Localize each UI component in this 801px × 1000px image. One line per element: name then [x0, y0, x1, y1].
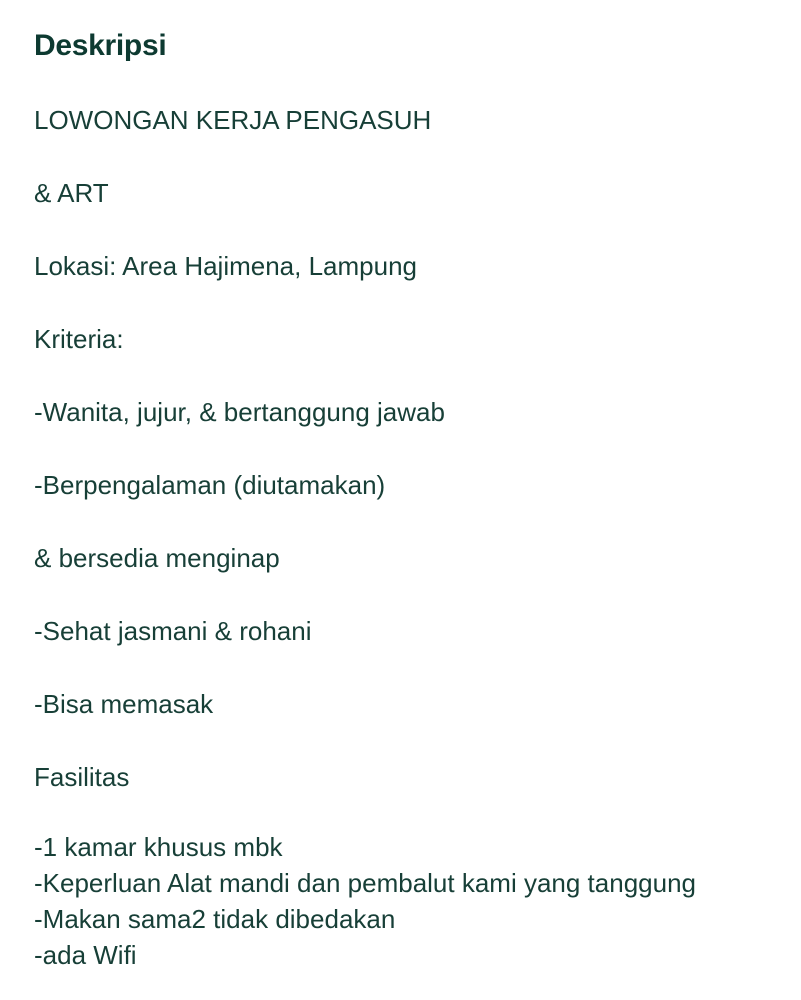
facility-item: -1 kamar khusus mbk: [34, 832, 283, 862]
facility-item: -ada Wifi: [34, 940, 137, 970]
criteria-item: -Sehat jasmani & rohani: [34, 616, 312, 646]
facilities-list: [34, 829, 696, 973]
facility-item: -Keperluan Alat mandi dan pembalut kami yang tanggung: [34, 868, 696, 898]
facilities-heading: Fasilitas: [34, 762, 130, 792]
section-title: Deskripsi: [34, 29, 167, 62]
criteria-item: -Wanita, jujur, & bertanggung jawab: [34, 397, 445, 427]
facility-item: -Makan sama2 tidak dibedakan: [34, 904, 396, 934]
job-heading: LOWONGAN KERJA PENGASUH: [34, 105, 432, 135]
criteria-item: -Berpengalaman (diutamakan): [34, 470, 386, 500]
job-heading-continued: & ART: [34, 178, 109, 208]
criteria-item: -Bisa memasak: [34, 689, 214, 719]
location-text: Lokasi: Area Hajimena, Lampung: [34, 251, 418, 281]
criteria-heading: Kriteria:: [34, 324, 124, 354]
criteria-item-continued: & bersedia menginap: [34, 543, 280, 573]
